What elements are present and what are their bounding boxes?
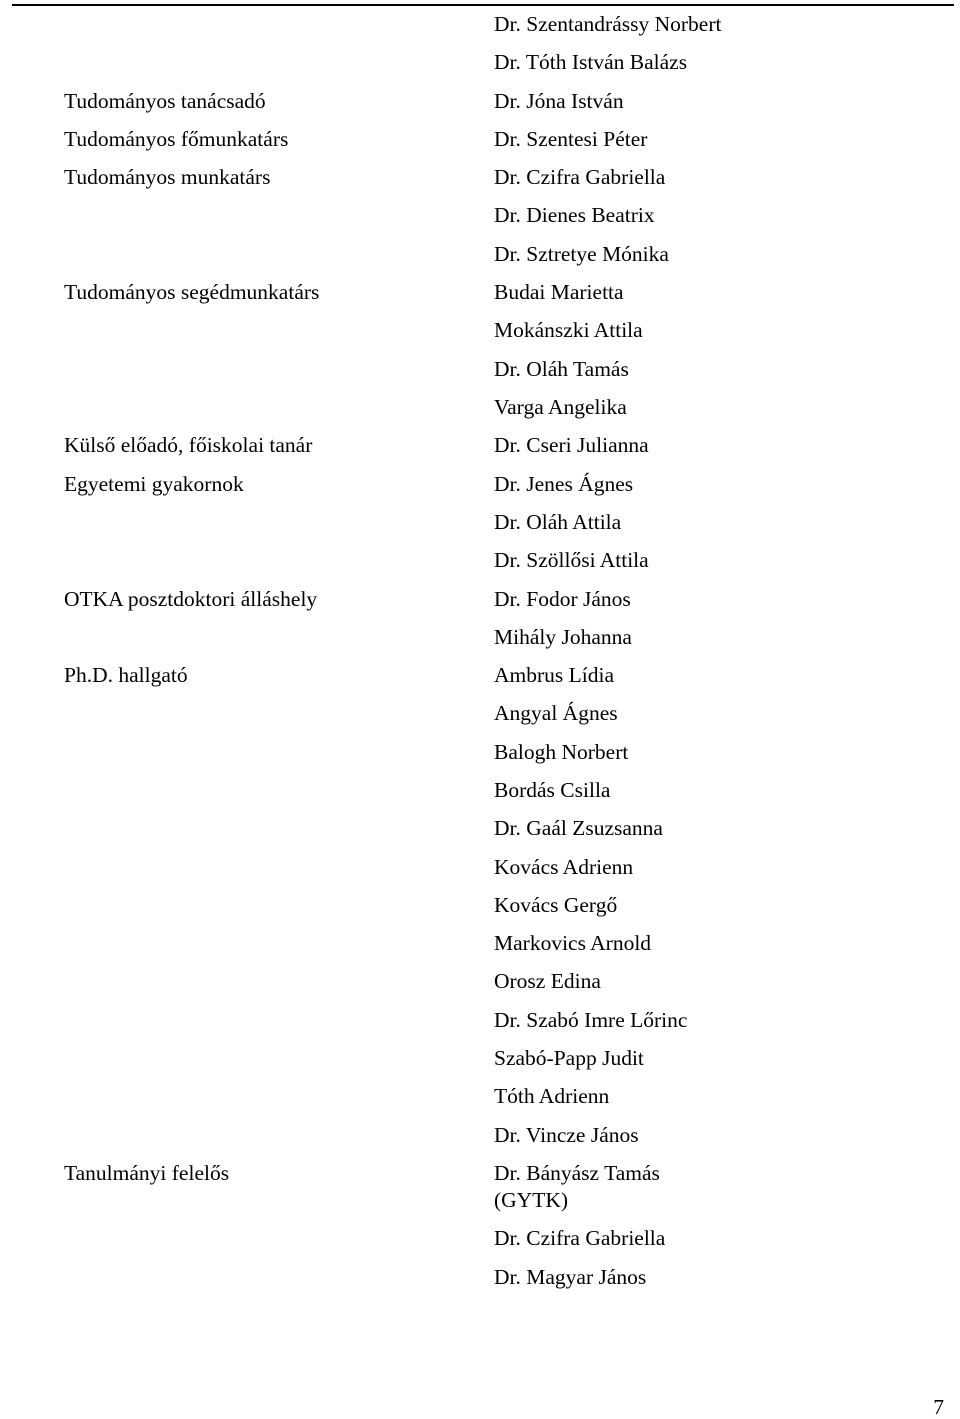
person-name: Angyal Ágnes [494, 701, 618, 725]
person-name: Dr. Bányász Tamás [494, 1161, 660, 1185]
person-name: Szabó-Papp Judit [494, 1046, 644, 1070]
person-name: Dr. Czifra Gabriella [494, 165, 666, 189]
person-name: Mihály Johanna [494, 625, 632, 649]
person-name: Dr. Szentesi Péter [494, 127, 648, 151]
person-name: Markovics Arnold [494, 931, 652, 955]
person-name: Dr. Szabó Imre Lőrinc [494, 1008, 688, 1032]
person-name: Dr. Magyar János [494, 1265, 647, 1289]
person-name: Balogh Norbert [494, 740, 629, 764]
person-name: Dr. Szöllősi Attila [494, 548, 649, 572]
role-label: Tudományos főmunkatárs [64, 127, 289, 151]
person-name: Kovács Adrienn [494, 855, 634, 879]
role-label: OTKA posztdoktori álláshely [64, 587, 318, 611]
person-name: Bordás Csilla [494, 778, 611, 802]
person-name: Tóth Adrienn [494, 1084, 610, 1108]
role-label: Tudományos segédmunkatárs [64, 280, 320, 304]
role-label: Külső előadó, főiskolai tanár [64, 433, 313, 457]
person-name: Dr. Czifra Gabriella [494, 1226, 666, 1250]
person-name: Budai Marietta [494, 280, 624, 304]
person-name: Dr. Dienes Beatrix [494, 203, 655, 227]
person-name: Dr. Jóna István [494, 89, 624, 113]
person-name: Ambrus Lídia [494, 663, 615, 687]
role-label: Tudományos tanácsadó [64, 89, 266, 113]
person-name: Dr. Szentandrássy Norbert [494, 12, 722, 36]
page-number: 7 [933, 1395, 944, 1419]
person-name: Dr. Gaál Zsuzsanna [494, 816, 663, 840]
person-name: Orosz Edina [494, 969, 601, 993]
person-name: Dr. Fodor János [494, 587, 631, 611]
person-name: Dr. Vincze János [494, 1123, 639, 1147]
role-label: Tanulmányi felelős [64, 1161, 230, 1185]
person-name: Kovács Gergő [494, 893, 618, 917]
role-label: Egyetemi gyakornok [64, 472, 244, 496]
person-name: Dr. Oláh Attila [494, 510, 622, 534]
person-name: Mokánszki Attila [494, 318, 643, 342]
person-name: Dr. Jenes Ágnes [494, 472, 634, 496]
role-label: Tudományos munkatárs [64, 165, 271, 189]
person-name: (GYTK) [494, 1188, 569, 1212]
role-label: Ph.D. hallgató [64, 663, 188, 687]
person-name: Dr. Oláh Tamás [494, 357, 629, 381]
person-name: Dr. Sztretye Mónika [494, 242, 669, 266]
person-name: Dr. Tóth István Balázs [494, 50, 688, 74]
person-name: Dr. Cseri Julianna [494, 433, 649, 457]
person-name: Varga Angelika [494, 395, 627, 419]
